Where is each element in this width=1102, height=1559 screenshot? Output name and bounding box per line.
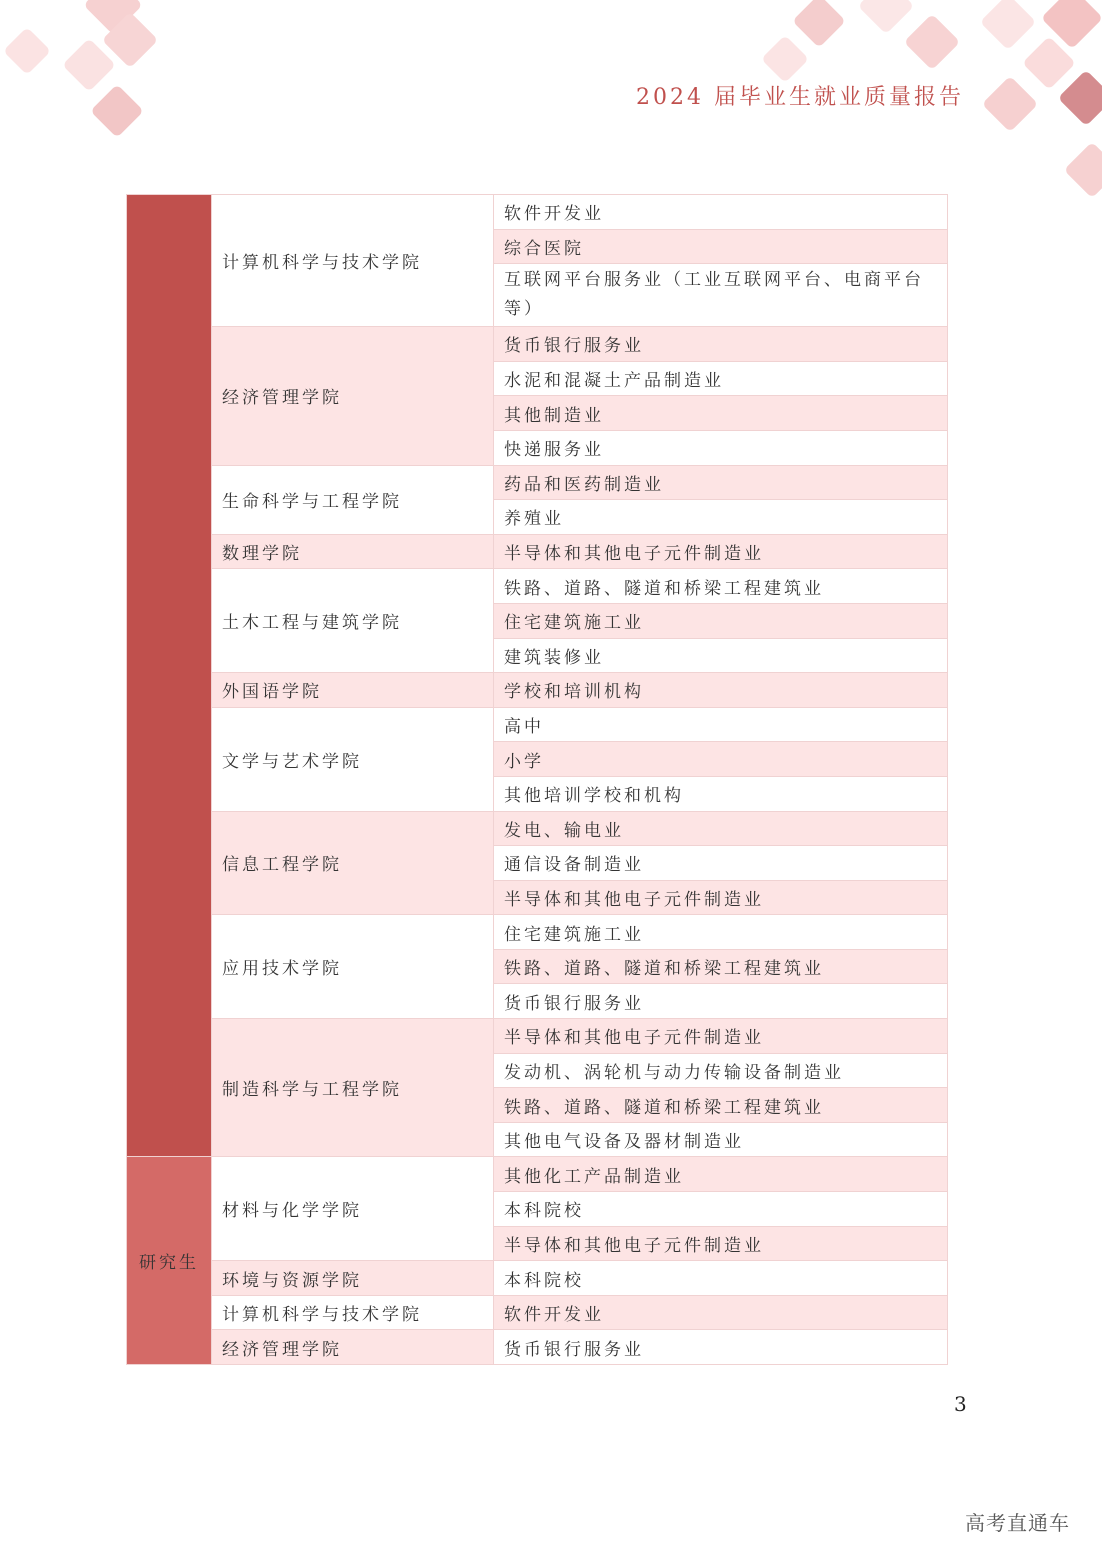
industry-cell: 软件开发业 xyxy=(494,195,948,230)
table-row xyxy=(127,1019,948,1054)
category-cell xyxy=(127,195,212,1157)
industry-cell: 住宅建筑施工业 xyxy=(494,603,948,638)
college-cell: 土木工程与建筑学院 xyxy=(212,569,494,673)
college-cell: 生命科学与工程学院 xyxy=(212,465,494,534)
industry-cell: 铁路、道路、隧道和桥梁工程建筑业 xyxy=(494,949,948,984)
college-cell: 外国语学院 xyxy=(212,673,494,708)
table-row xyxy=(127,1157,948,1192)
industry-cell: 其他培训学校和机构 xyxy=(494,776,948,811)
decor-diamond xyxy=(761,35,809,83)
industry-cell: 货币银行服务业 xyxy=(494,1330,948,1365)
table-row xyxy=(127,195,948,230)
watermark: 高考直通车 xyxy=(965,1511,1070,1535)
industry-cell: 养殖业 xyxy=(494,500,948,535)
decor-diamond xyxy=(980,0,1037,50)
college-cell: 信息工程学院 xyxy=(212,811,494,915)
table-row xyxy=(127,569,948,604)
table-row xyxy=(127,707,948,742)
industry-cell: 建筑装修业 xyxy=(494,638,948,673)
page-number: 3 xyxy=(954,1392,967,1416)
industry-cell: 小学 xyxy=(494,742,948,777)
industry-cell: 发电、输电业 xyxy=(494,811,948,846)
industry-table xyxy=(126,194,948,1365)
industry-cell: 快递服务业 xyxy=(494,430,948,465)
table-row xyxy=(127,534,948,569)
industry-cell: 住宅建筑施工业 xyxy=(494,915,948,950)
college-cell: 数理学院 xyxy=(212,534,494,569)
industry-cell: 学校和培训机构 xyxy=(494,673,948,708)
industry-cell: 半导体和其他电子元件制造业 xyxy=(494,880,948,915)
decor-diamond xyxy=(792,0,846,48)
table-row xyxy=(127,465,948,500)
industry-cell: 货币银行服务业 xyxy=(494,327,948,362)
college-cell: 计算机科学与技术学院 xyxy=(212,195,494,327)
college-cell: 应用技术学院 xyxy=(212,915,494,1019)
industry-cell: 互联网平台服务业（工业互联网平台、电商平台等） xyxy=(494,264,948,327)
industry-cell: 综合医院 xyxy=(494,229,948,264)
industry-cell: 软件开发业 xyxy=(494,1295,948,1330)
table-row xyxy=(127,915,948,950)
college-cell: 环境与资源学院 xyxy=(212,1261,494,1296)
college-cell: 材料与化学学院 xyxy=(212,1157,494,1261)
decor-diamond xyxy=(904,14,961,71)
industry-cell: 其他电气设备及器材制造业 xyxy=(494,1122,948,1157)
industry-cell: 半导体和其他电子元件制造业 xyxy=(494,1019,948,1054)
table-row xyxy=(127,811,948,846)
table-row xyxy=(127,1261,948,1296)
industry-cell: 通信设备制造业 xyxy=(494,846,948,881)
industry-cell: 货币银行服务业 xyxy=(494,984,948,1019)
industry-table-body xyxy=(127,195,948,1365)
industry-cell: 铁路、道路、隧道和桥梁工程建筑业 xyxy=(494,1088,948,1123)
college-cell: 文学与艺术学院 xyxy=(212,707,494,811)
decor-diamond xyxy=(1064,142,1102,199)
table-row xyxy=(127,327,948,362)
industry-cell: 半导体和其他电子元件制造业 xyxy=(494,534,948,569)
industry-cell: 药品和医药制造业 xyxy=(494,465,948,500)
industry-cell: 发动机、涡轮机与动力传输设备制造业 xyxy=(494,1053,948,1088)
decor-diamond xyxy=(3,27,51,75)
industry-cell: 半导体和其他电子元件制造业 xyxy=(494,1226,948,1261)
report-title: 2024 届毕业生就业质量报告 xyxy=(636,85,964,110)
industry-cell: 铁路、道路、隧道和桥梁工程建筑业 xyxy=(494,569,948,604)
decor-diamond xyxy=(982,76,1039,133)
college-cell: 经济管理学院 xyxy=(212,327,494,465)
category-cell: 研究生 xyxy=(127,1157,212,1365)
industry-cell: 水泥和混凝土产品制造业 xyxy=(494,361,948,396)
college-cell: 制造科学与工程学院 xyxy=(212,1019,494,1157)
decor-diamond xyxy=(858,0,915,34)
decor-diamond xyxy=(90,84,144,138)
industry-cell: 其他制造业 xyxy=(494,396,948,431)
table-row xyxy=(127,1330,948,1365)
college-cell: 经济管理学院 xyxy=(212,1330,494,1365)
table-row xyxy=(127,1295,948,1330)
table-row xyxy=(127,673,948,708)
decor-diamond xyxy=(1058,70,1102,127)
industry-cell: 其他化工产品制造业 xyxy=(494,1157,948,1192)
industry-cell: 本科院校 xyxy=(494,1261,948,1296)
industry-cell: 本科院校 xyxy=(494,1192,948,1227)
industry-cell: 高中 xyxy=(494,707,948,742)
college-cell: 计算机科学与技术学院 xyxy=(212,1295,494,1330)
